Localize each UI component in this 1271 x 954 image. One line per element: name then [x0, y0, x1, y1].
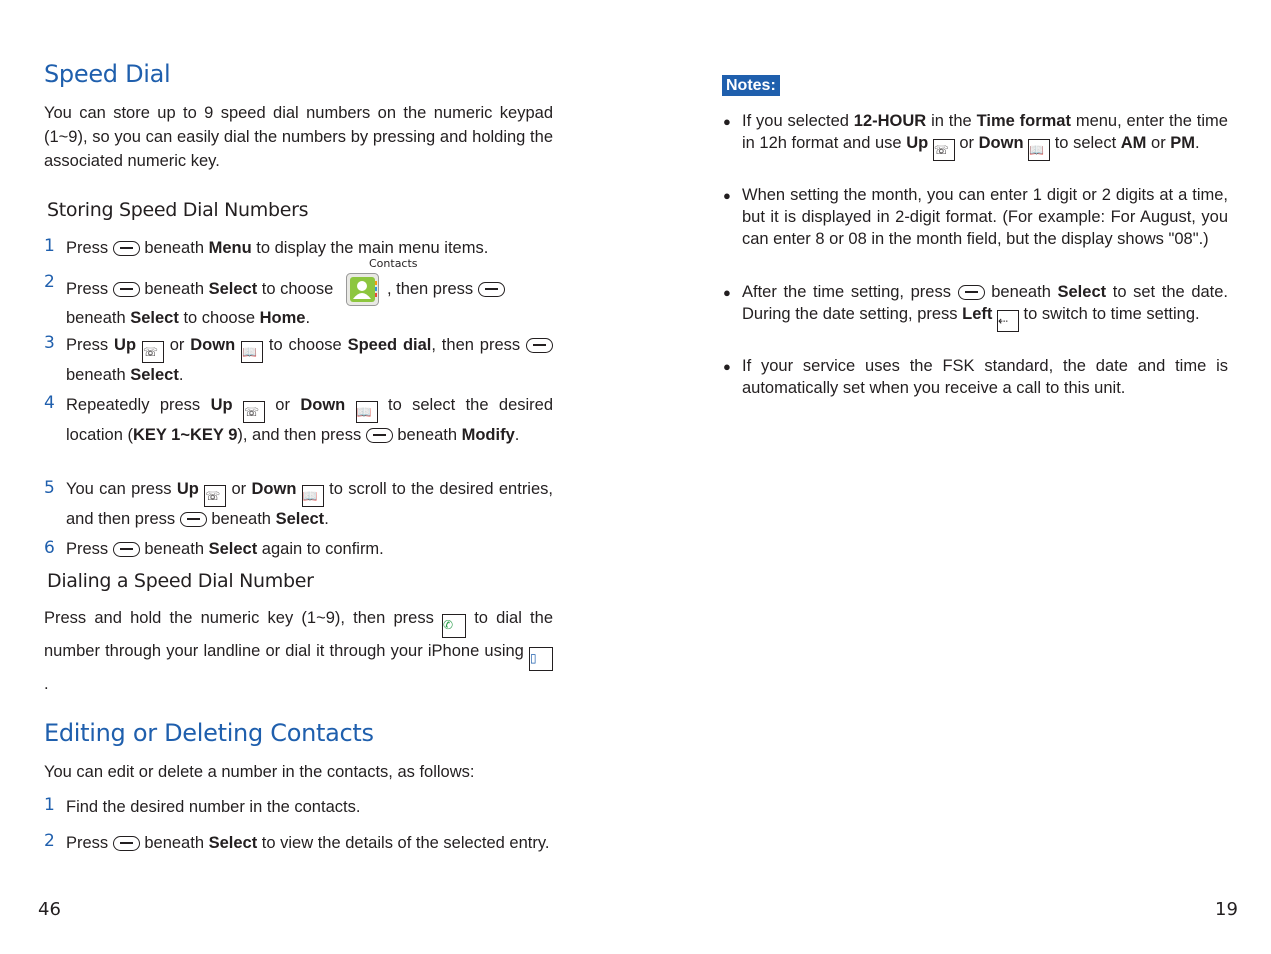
- step-number: 2: [44, 272, 55, 292]
- talk-key-icon: ✆: [442, 614, 466, 638]
- down-key-icon: 📖: [241, 341, 263, 363]
- soft-key-icon: [113, 241, 140, 256]
- contacts-app-icon: [346, 273, 379, 306]
- iphone-key-icon: ▯: [529, 647, 553, 671]
- step-number: 3: [44, 333, 55, 353]
- edit-step-1-text: Find the desired number in the contacts.: [66, 798, 361, 816]
- notes-label: Notes:: [722, 75, 780, 96]
- dialing-heading: Dialing a Speed Dial Number: [47, 570, 314, 592]
- note-3: After the time setting, press beneath Select to set the date. During the date setting, press Left ⇠ to switch to time setting.: [742, 281, 1228, 332]
- up-key-icon: ☏: [142, 341, 164, 363]
- storing-heading: Storing Speed Dial Numbers: [47, 199, 309, 221]
- step-2-text: Press beneath Select to choose , then press beneath Select to choose Home.: [66, 273, 553, 330]
- step-number: 1: [44, 236, 55, 256]
- step-3-text: Press Up ☏ or Down 📖 to choose Speed dial, then press beneath Select.: [66, 333, 553, 387]
- step-number: 5: [44, 478, 55, 498]
- note-2: When setting the month, you can enter 1 digit or 2 digits at a time, but it is displayed in 2-digit format. (For example: For August, you can enter 8 or 08 in the month field, but the display shows "08".): [742, 186, 1228, 248]
- step-5-text: You can press Up ☏ or Down 📖 to scroll to the desired entries, and then press beneath Select.: [66, 480, 553, 528]
- soft-key-icon: [113, 542, 140, 557]
- soft-key-icon: [958, 285, 985, 300]
- down-key-icon: 📖: [1028, 139, 1050, 161]
- down-key-icon: 📖: [356, 401, 378, 423]
- step-number: 2: [44, 831, 55, 851]
- soft-key-icon: [113, 836, 140, 851]
- editing-intro: You can edit or delete a number in the contacts, as follows:: [44, 763, 475, 781]
- note-4: If your service uses the FSK standard, the date and time is automatically set when you receive a call to this unit.: [742, 357, 1228, 397]
- soft-key-icon: [113, 282, 140, 297]
- soft-key-icon: [180, 512, 207, 527]
- soft-key-icon: [526, 338, 553, 353]
- bullet-icon: ●: [723, 285, 731, 300]
- soft-key-icon: [478, 282, 505, 297]
- step-number: 1: [44, 795, 55, 815]
- up-key-icon: ☏: [243, 401, 265, 423]
- step-number: 4: [44, 393, 55, 413]
- page-number-right: 19: [1215, 899, 1238, 920]
- step-4-text: Repeatedly press Up ☏ or Down 📖 to select the desired location (KEY 1~KEY 9), and then press beneath Modify.: [66, 396, 554, 444]
- bullet-icon: ●: [723, 359, 731, 374]
- left-key-icon: ⇠: [997, 310, 1019, 332]
- up-key-icon: ☏: [933, 139, 955, 161]
- speed-dial-intro: You can store up to 9 speed dial numbers on the numeric keypad (1~9), so you can easily dial the numbers by pressing and holding the associated numeric key.: [44, 104, 553, 170]
- page-number-left: 46: [38, 899, 61, 920]
- note-1: If you selected 12-HOUR in the Time format menu, enter the time in 12h format and use Up ☏ or Down 📖 to select AM or PM.: [742, 110, 1228, 161]
- step-6-text: Press beneath Select again to confirm.: [66, 540, 384, 558]
- edit-step-2-text: Press beneath Select to view the details of the selected entry.: [66, 834, 550, 852]
- contacts-icon-label: Contacts: [369, 257, 418, 270]
- soft-key-icon: [366, 428, 393, 443]
- step-number: 6: [44, 538, 55, 558]
- down-key-icon: 📖: [302, 485, 324, 507]
- bullet-icon: ●: [723, 114, 731, 129]
- editing-title: Editing or Deleting Contacts: [44, 719, 374, 747]
- bullet-icon: ●: [723, 188, 731, 203]
- speed-dial-title: Speed Dial: [44, 60, 171, 88]
- up-key-icon: ☏: [204, 485, 226, 507]
- step-1-text: Press beneath Menu to display the main menu items.: [66, 239, 489, 257]
- dialing-text: Press and hold the numeric key (1~9), then press ✆ to dial the number through your landline or dial it through your iPhone using ▯ .: [44, 609, 553, 693]
